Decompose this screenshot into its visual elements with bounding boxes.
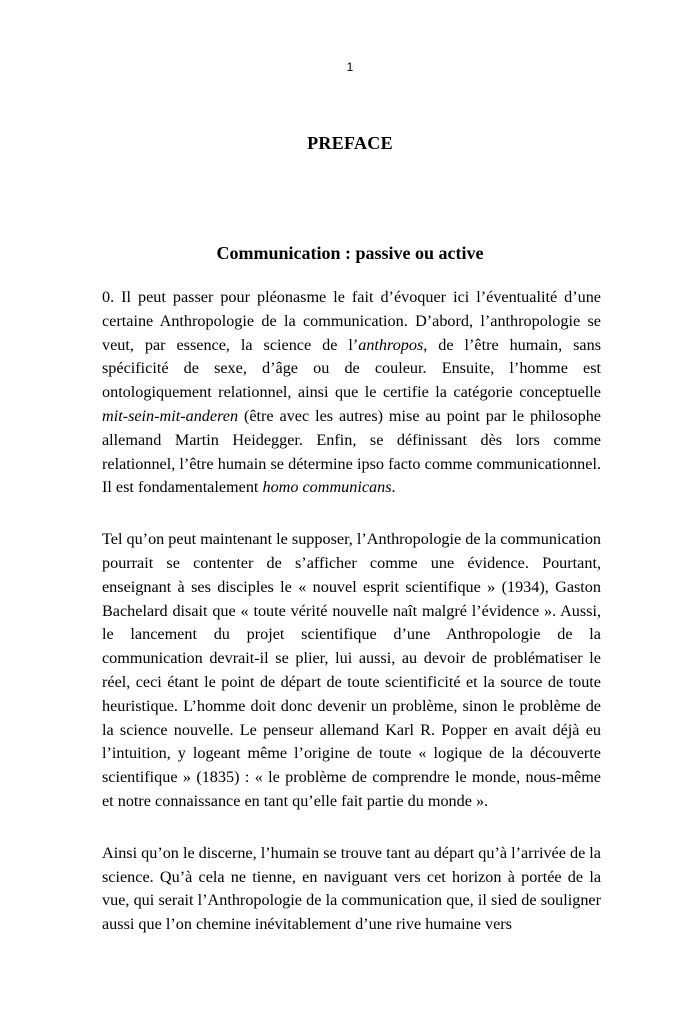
text-segment: 0. Il peut passer pour pléonasme le fait d’évoquer ici l’éventualité d’une certaine Anthropologie de la communication. D’abord, l’anthropologie se veut, par essence, la science de l’ [102,288,601,354]
text-segment: , de l’être humain, sans spécificité de sexe, d’âge ou de couleur. Ensuite, l’homme est ontologiquement relationnel, ainsi que le certifie la catégorie conceptuelle [102,335,602,402]
italic-term: mit-sein-mit-anderen [102,406,239,425]
italic-term: homo communicans [262,478,392,497]
page-number: 1 [346,60,354,74]
section-heading: Communication : passive ou active [216,243,484,263]
text-segment: (être avec les autres) mise au point par le philosophe allemand Martin Heidegger. Enfin, se définissant dès lors comme relationnel, l’être humain se détermine ipso facto comme communicationnel. Il est fondamentalement [102,406,601,497]
page-title: PREFACE [307,133,393,153]
paragraph-3 [102,842,601,937]
italic-term: anthropos [358,335,424,354]
body-text [102,286,601,965]
text-segment: Tel qu’on peut maintenant le supposer, l’Anthropologie de la communication pourrait se contenter de s’afficher comme une évidence. Pourtant, enseignant à ses disciples le « nouvel esprit scientifique » (1934), Gaston Bachelard disait que « toute vérité nouvelle naît malgré l’évidence ». Aussi, le lancement du projet scientifique d’une Anthropologie de la communication devrait-il se plier, lui aussi, au devoir de problématiser le réel, ceci étant le point de départ de toute scientificité et la source de toute heuristique. L’homme doit donc devenir un problème, sinon le problème de la science nouvelle. Le penseur allemand Karl R. Popper en avait déjà eu l’intuition, y logeant même l’origine de toute « logique de la découverte scientifique » (1835) : « le problème de comprendre le monde, nous-même et notre connaissance en tant qu’elle fait partie du monde ». [102,530,602,810]
text-segment: . [391,478,396,497]
text-segment: Ainsi qu’on le discerne, l’humain se trouve tant au départ qu’à l’arrivée de la science. Qu’à cela ne tienne, en naviguant vers cet horizon à portée de la vue, qui serait l’Anthropologie de la communication que, il sied de souligner aussi que l’on chemine inévitablement d’une rive humaine vers [102,843,601,934]
paragraph-1 [102,286,601,500]
paragraph-2 [102,528,601,814]
